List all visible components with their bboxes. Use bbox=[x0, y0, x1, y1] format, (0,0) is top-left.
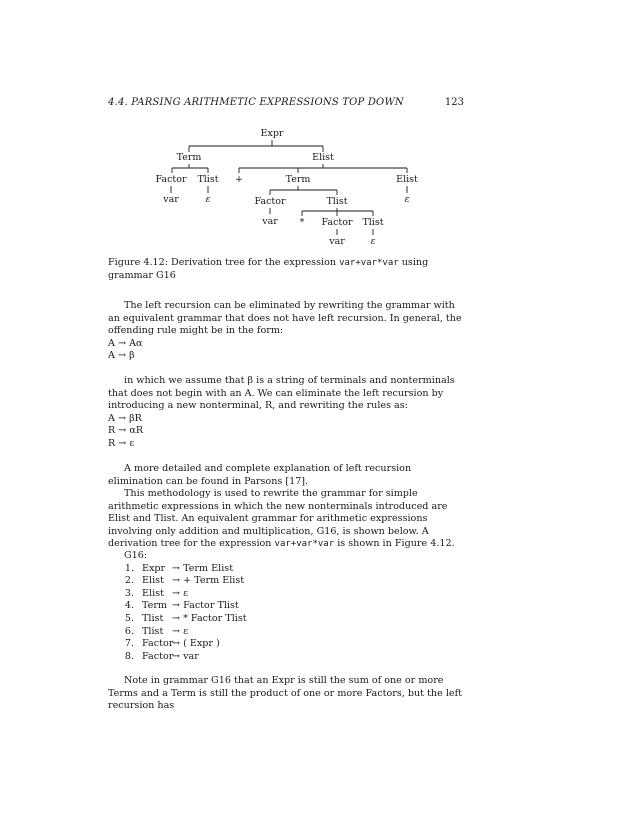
node-tlist: Tlist bbox=[197, 174, 219, 185]
grammar-rule: 8. Factor → var bbox=[124, 650, 199, 662]
paragraph-parsons: A more detailed and complete explanation of left recursion elimination can be found in Parsons [17]. bbox=[108, 463, 412, 487]
figure-caption: Figure 4.12: Derivation tree for the expression var+var*var using grammar G16 bbox=[108, 257, 429, 281]
node-term: Term bbox=[285, 174, 311, 185]
node-tlist: Tlist bbox=[326, 196, 348, 207]
paragraph-rewrite: in which we assume that β is a string of terminals and nonterminals that does not begin with an A. We can eliminate the left recursion by introducing a new nonterminal, R, and rewriting the rules as: A → βR R → αR R → ε bbox=[108, 375, 464, 451]
node-epsilon: ε bbox=[205, 194, 211, 205]
node-epsilon: ε bbox=[370, 236, 376, 247]
rule: A → βR bbox=[108, 412, 142, 424]
rule: A → β bbox=[108, 350, 135, 362]
grammar-label: G16: bbox=[124, 550, 148, 561]
node-elist: Elist bbox=[396, 174, 418, 185]
grammar-rule: 1. Expr → Term Elist bbox=[124, 562, 234, 574]
node-factor: Factor bbox=[155, 174, 187, 185]
paragraph-note: Note in grammar G16 that an Expr is still the sum of one or more Terms and a Term is still the product of one or more Factors, but the left recursion has bbox=[108, 675, 462, 712]
grammar-rule: 3. Elist → ε bbox=[124, 587, 189, 599]
node-var: var bbox=[163, 194, 179, 205]
rule: R → ε bbox=[108, 437, 135, 449]
node-factor: Factor bbox=[321, 217, 353, 228]
node-expr: Expr bbox=[260, 128, 284, 139]
grammar-rule: 2. Elist → + Term Elist bbox=[124, 575, 245, 587]
paragraph-left-recursion: The left recursion can be eliminated by rewriting the grammar with an equivalent grammar that does not have left recursion. In general, the offending rule might be in the form: A → Aα A → β bbox=[108, 300, 464, 363]
grammar-rule: 4. Term → Factor Tlist bbox=[124, 600, 239, 612]
node-factor: Factor bbox=[254, 196, 286, 207]
node-term: Term bbox=[176, 152, 202, 163]
grammar-rule: 6. Tlist → ε bbox=[124, 625, 189, 637]
grammar-g16 bbox=[116, 550, 247, 663]
grammar-rule: 5. Tlist → * Factor Tlist bbox=[124, 612, 247, 624]
page-number: 123 bbox=[444, 97, 464, 108]
node-var: var bbox=[262, 216, 278, 227]
paragraph-methodology: This methodology is used to rewrite the grammar for simple arithmetic expressions in which the new nonterminals introduced are Elist and Tlist. An equivalent grammar for arithmetic expressions involving only addition and multiplication, G16, is shown below. A derivation tree for the expression var+var*var is shown in Figure 4.12. bbox=[108, 488, 455, 550]
section-title: 4.4. PARSING ARITHMETIC EXPRESSIONS TOP DOWN bbox=[108, 97, 404, 108]
rule: A → Aα bbox=[108, 337, 143, 349]
node-star: * bbox=[299, 217, 305, 228]
rule: R → αR bbox=[108, 425, 144, 437]
node-epsilon: ε bbox=[404, 194, 410, 205]
node-var: var bbox=[329, 236, 345, 247]
grammar-rule: 7. Factor → ( Expr ) bbox=[124, 638, 220, 650]
node-plus: + bbox=[235, 174, 243, 185]
node-elist: Elist bbox=[312, 152, 334, 163]
derivation-tree bbox=[0, 0, 630, 260]
node-tlist: Tlist bbox=[362, 217, 384, 228]
